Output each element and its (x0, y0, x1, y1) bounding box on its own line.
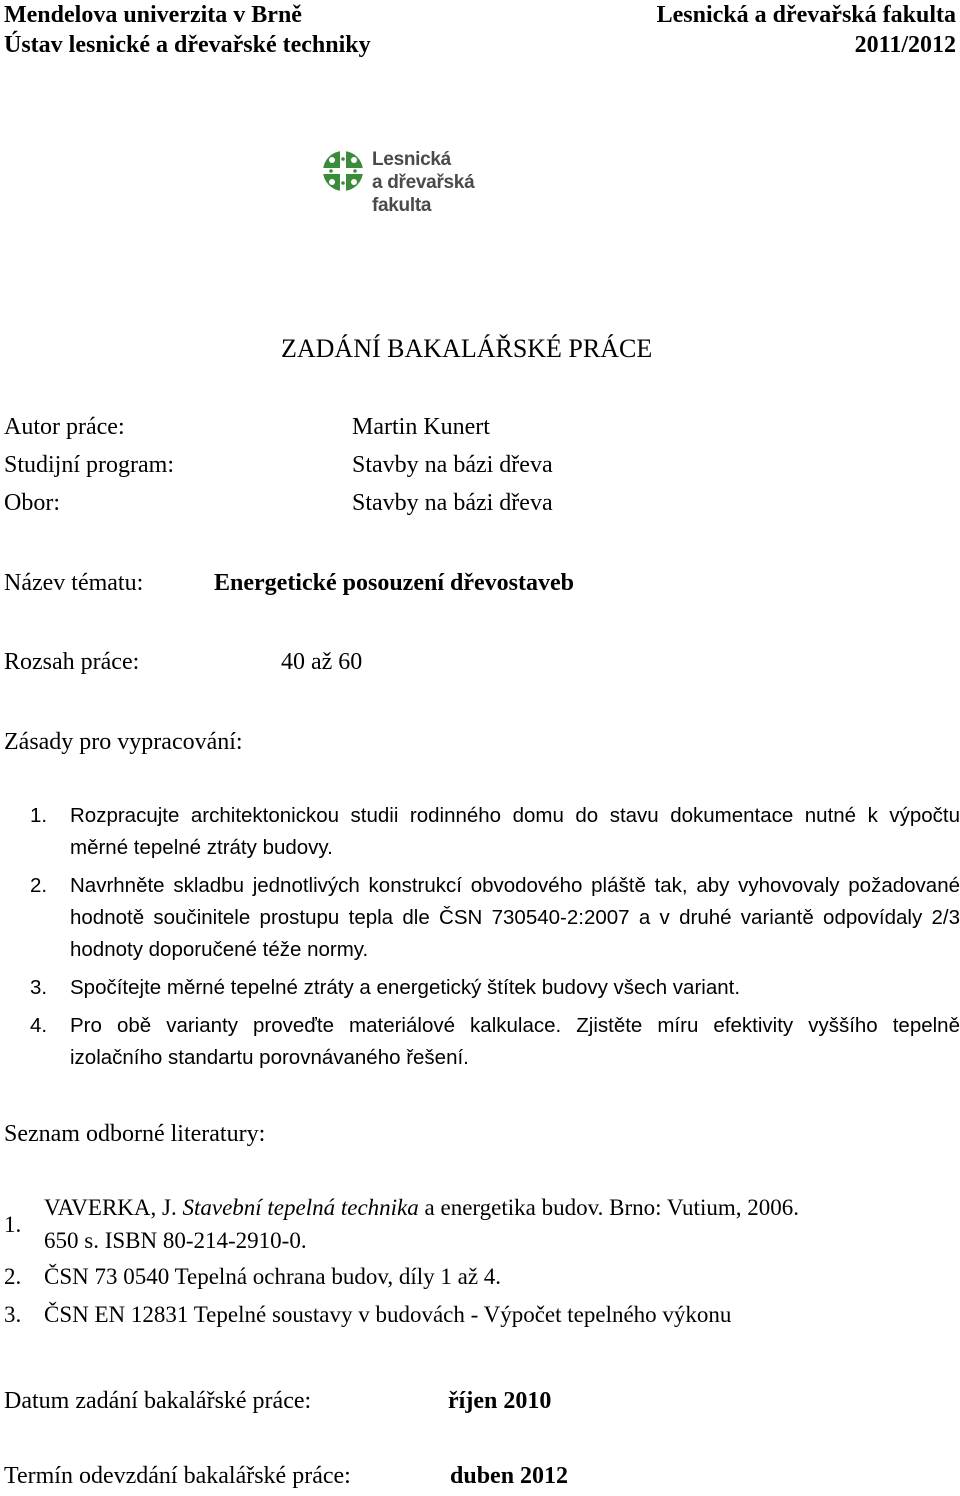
university-name: Mendelova univerzita v Brně (4, 2, 302, 28)
deadline-date-value: duben 2012 (450, 1463, 569, 1489)
program-value: Stavby na bázi dřeva (352, 452, 553, 478)
literature-item: ČSN EN 12831 Tepelné soustavy v budovách - Výpočet tepelného výkonu (44, 1302, 732, 1327)
list-item: 1. Rozpracujte architektonickou studii rodinného domu do stavu dokumentace nutné k výpočtu měrné tepelné ztráty budovy. (30, 804, 960, 859)
logo-mark-icon (318, 146, 368, 196)
scope-value: 40 až 60 (281, 649, 363, 675)
logo-text: Lesnická a dřevařská fakulta (372, 149, 475, 216)
list-item: 4. Pro obě varianty proveďte materiálové kalkulace. Zjistěte míru efektivity vyššího tepelně izolačního standartu porovnávaného řešení. (30, 1014, 960, 1069)
literature-item-line2: 650 s. ISBN 80-214-2910-0. (44, 1228, 307, 1253)
list-item: 3. Spočítejte měrné tepelné ztráty a energetický štítek budovy všech variant. (30, 976, 741, 999)
topic-label: Název tématu: (4, 570, 144, 596)
literature-item-number: 3. (4, 1302, 22, 1327)
literature-item: VAVERKA, J. Stavební tepelná technika a energetika budov. Brno: Vutium, 2006. (44, 1195, 799, 1220)
literature-item: ČSN 73 0540 Tepelná ochrana budov, díly 1 až 4. (44, 1264, 502, 1289)
scope-label: Rozsah práce: (4, 649, 140, 675)
author-value: Martin Kunert (352, 414, 490, 440)
program-label: Studijní program: (4, 452, 174, 478)
principles-label: Zásady pro vypracování: (4, 729, 243, 755)
field-value: Stavby na bázi dřeva (352, 490, 553, 516)
list-item: 2. Navrhněte skladbu jednotlivých konstrukcí obvodového pláště tak, aby vyhovovaly požadované hodnotě součinitele prostupu tepla dle ČSN 730540-2:2007 a v druhé variantě odpovídaly 2/3 hodnoty doporučené téže normy. (30, 874, 960, 961)
faculty-name: Lesnická a dřevařská fakulta (656, 2, 956, 28)
literature-item-number: 2. (4, 1264, 22, 1289)
topic-value: Energetické posouzení dřevostaveb (214, 570, 574, 596)
document-title: ZADÁNÍ BAKALÁŘSKÉ PRÁCE (281, 334, 653, 363)
academic-year: 2011/2012 (854, 32, 956, 58)
author-label: Autor práce: (4, 414, 125, 440)
principles-list (30, 800, 960, 1080)
assigned-date-label: Datum zadání bakalářské práce: (4, 1388, 312, 1414)
faculty-logo (318, 144, 498, 224)
literature-item-number: 1. (4, 1212, 22, 1237)
field-label: Obor: (4, 490, 60, 516)
literature-label: Seznam odborné literatury: (4, 1121, 266, 1147)
deadline-date-label: Termín odevzdání bakalářské práce: (4, 1463, 351, 1489)
assigned-date-value: říjen 2010 (448, 1388, 552, 1414)
institute-name: Ústav lesnické a dřevařské techniky (4, 32, 371, 58)
